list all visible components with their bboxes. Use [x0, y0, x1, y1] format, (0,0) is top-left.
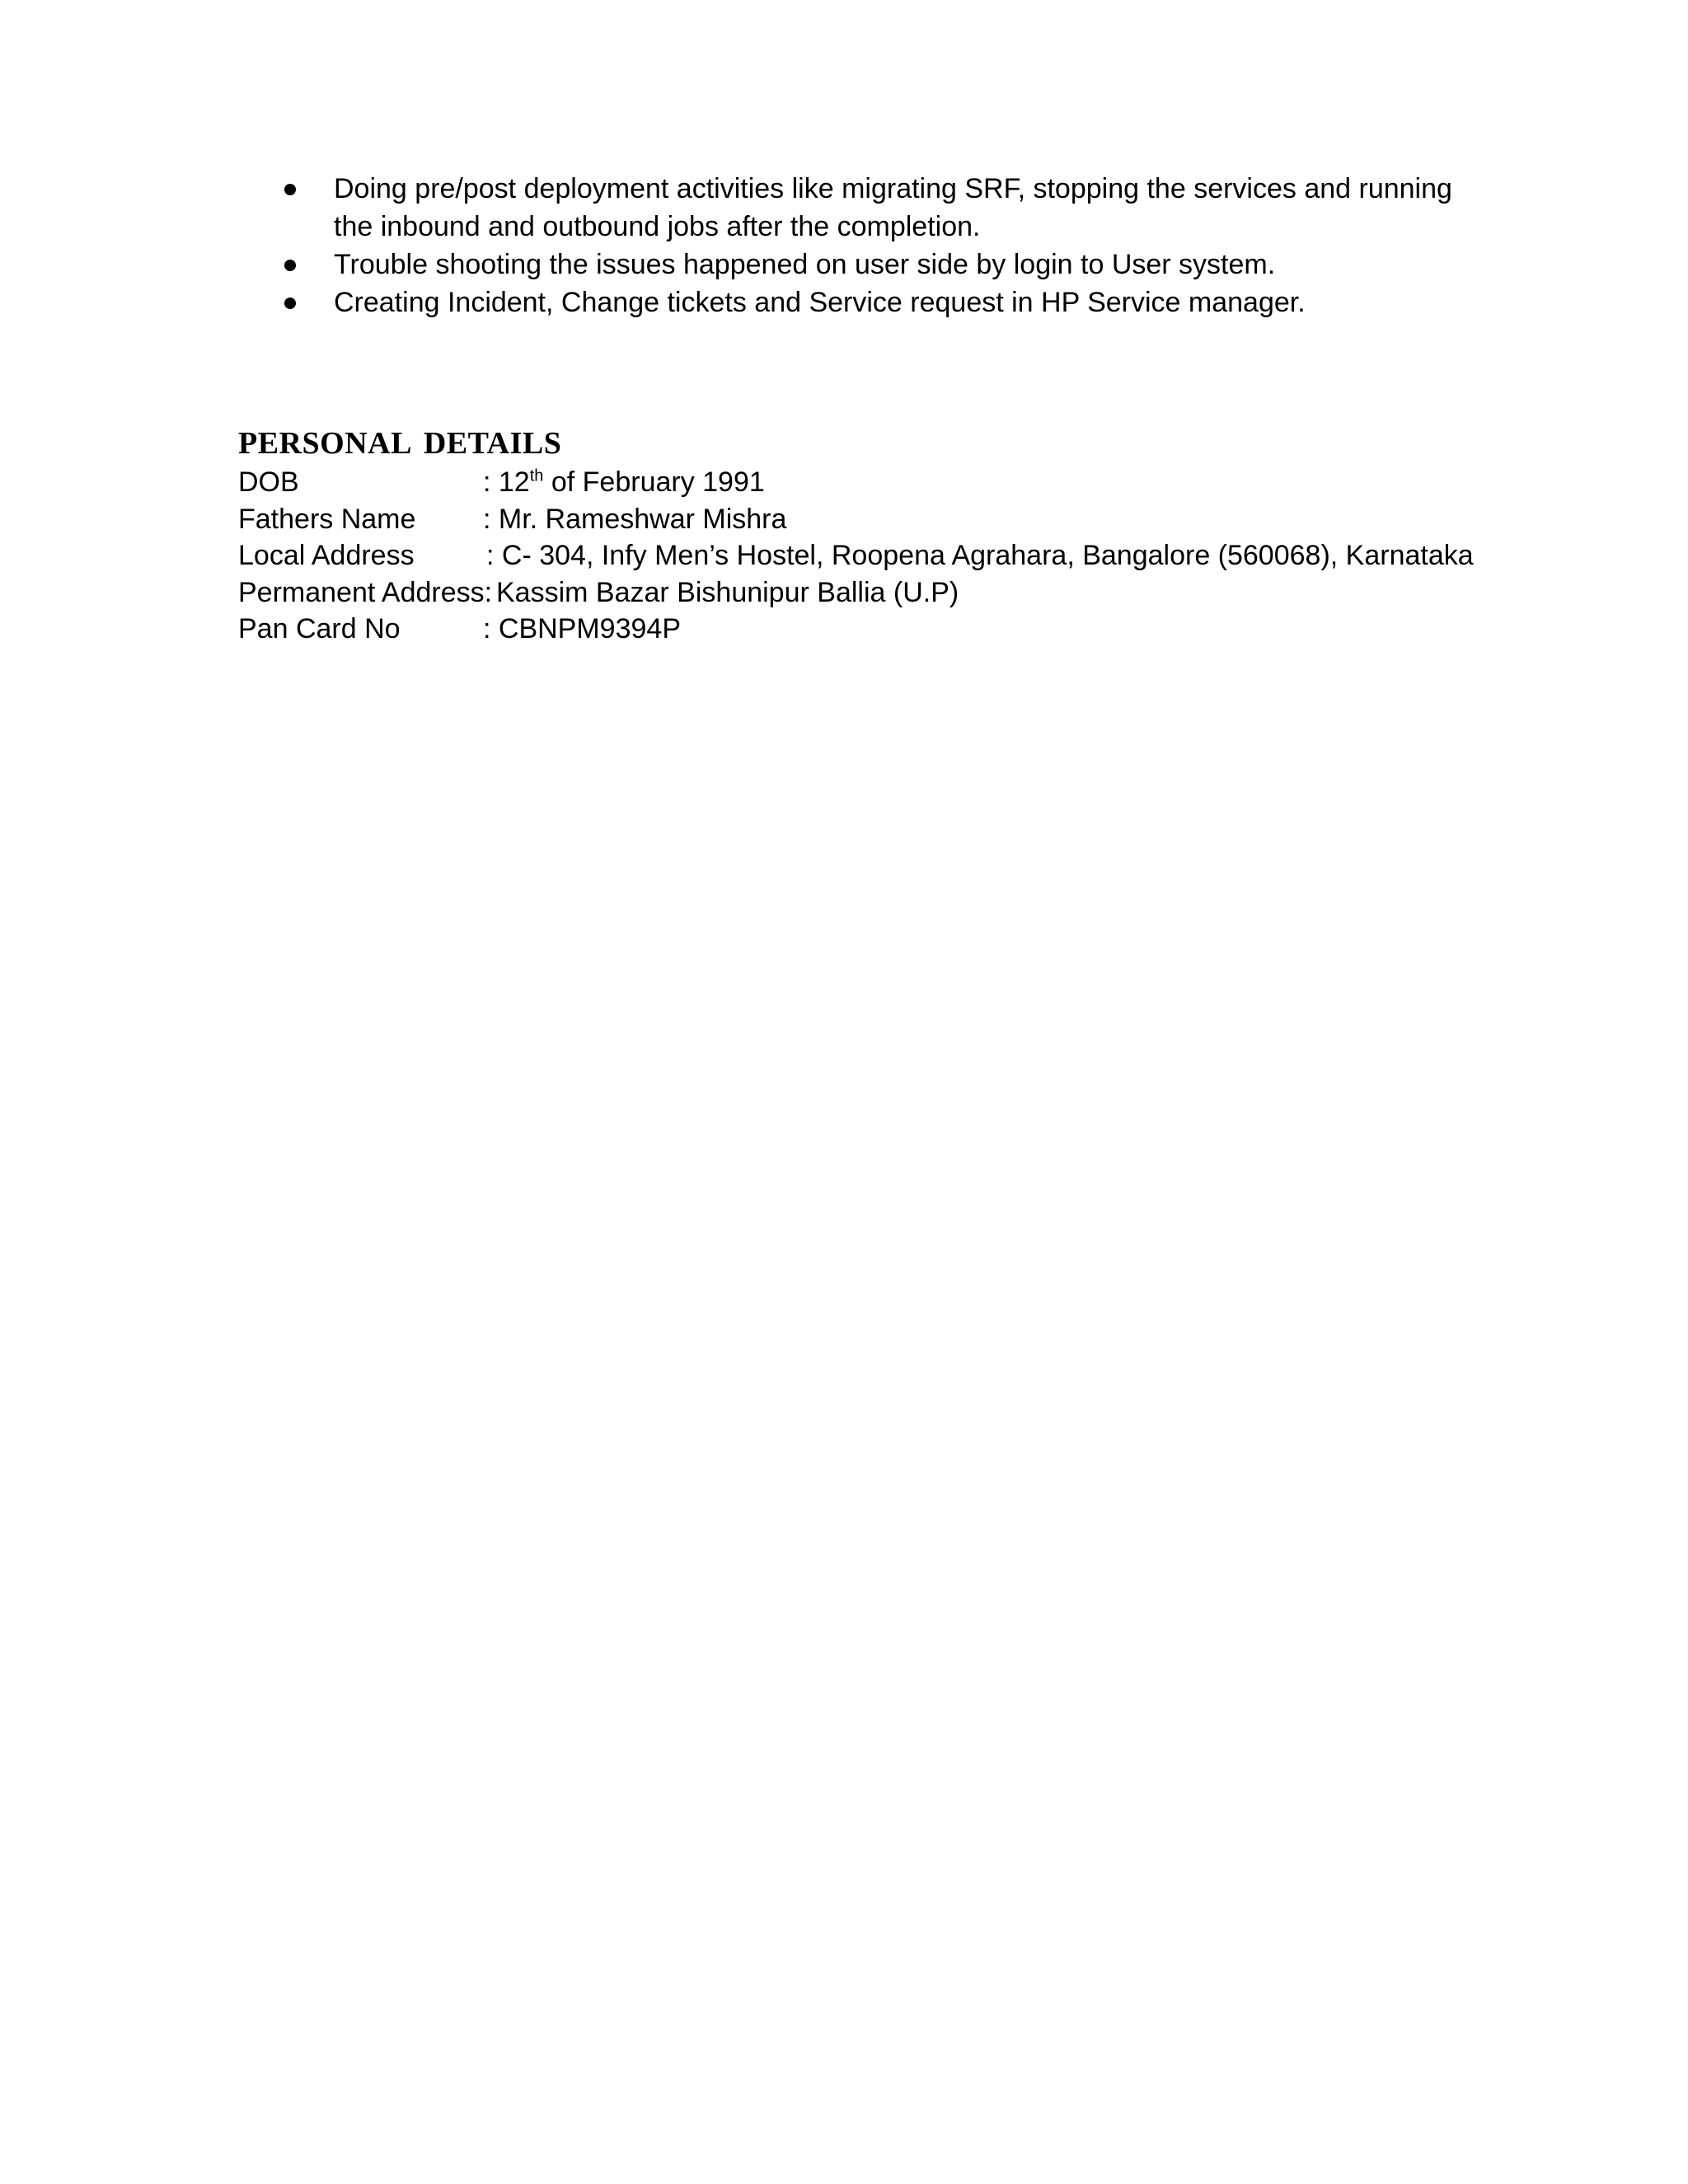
- pan-card-value: : CBNPM9394P: [483, 613, 681, 644]
- detail-row-local-address: [238, 537, 1475, 574]
- bullet-icon: [284, 298, 296, 309]
- local-address-label: Local Address: [238, 540, 415, 571]
- bullet-icon: [284, 260, 296, 271]
- list-item: [284, 246, 1455, 284]
- responsibilities-list: [284, 170, 1455, 321]
- detail-row-pan-card: [238, 611, 1475, 648]
- dob-value: [483, 464, 765, 500]
- list-item-text: Trouble shooting the issues happened on user side by login to User system.: [334, 249, 1276, 280]
- permanent-address-value: Kassim Bazar Bishunipur Ballia (U.P): [496, 576, 959, 608]
- detail-row-dob: [238, 464, 1475, 501]
- detail-row-fathers-name: [238, 501, 1475, 538]
- fathers-name-label: Fathers Name: [238, 503, 416, 535]
- personal-details: [238, 464, 1475, 648]
- permanent-address-label: Permanent Address:: [238, 576, 493, 608]
- dob-month-year: of February 1991: [543, 466, 765, 498]
- dob-label: DOB: [238, 466, 299, 498]
- fathers-name-value: : Mr. Rameshwar Mishra: [483, 503, 787, 535]
- dob-day: : 12: [483, 466, 530, 498]
- pan-card-label: Pan Card No: [238, 613, 401, 644]
- personal-details-heading: PERSONAL DETAILS: [238, 426, 562, 461]
- local-address-value: : C- 304, Infy Men’s Hostel, Roopena Agrahara, Bangalore (560068), Karnataka: [486, 540, 1474, 571]
- list-item: [284, 170, 1455, 246]
- dob-ordinal: th: [529, 466, 544, 485]
- list-item: [284, 284, 1455, 321]
- list-item-text: Doing pre/post deployment activities like migrating SRF, stopping the services and running the inbound and outbound jobs after the completion.: [334, 173, 1452, 242]
- bullet-icon: [284, 184, 296, 195]
- list-item-text: Creating Incident, Change tickets and Service request in HP Service manager.: [334, 287, 1306, 318]
- detail-row-permanent-address: [238, 574, 1475, 612]
